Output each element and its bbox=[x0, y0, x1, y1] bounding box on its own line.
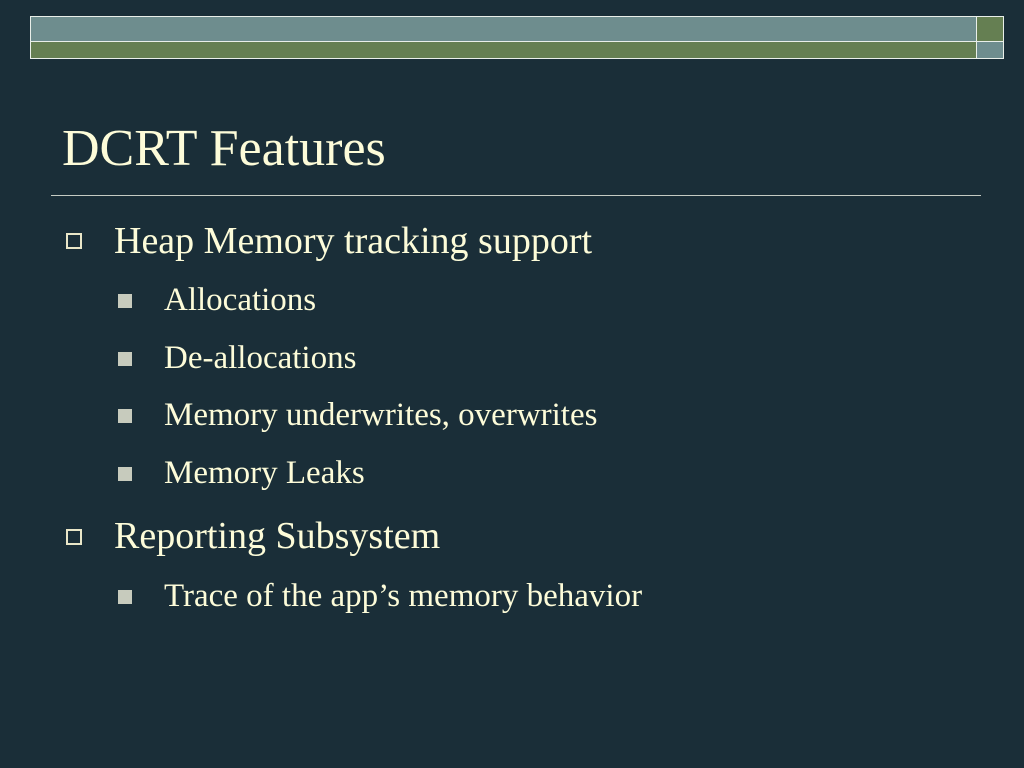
title-divider bbox=[51, 195, 981, 196]
filled-square-bullet-icon bbox=[118, 409, 132, 423]
bullet-text: Reporting Subsystem bbox=[114, 515, 441, 557]
hollow-square-bullet-icon bbox=[66, 233, 82, 249]
header-band-green bbox=[30, 42, 977, 59]
sub-bullet-text: Allocations bbox=[164, 282, 317, 318]
sub-bullet-text: Memory Leaks bbox=[164, 455, 365, 491]
header-band-teal bbox=[30, 16, 977, 42]
filled-square-bullet-icon bbox=[118, 590, 132, 604]
filled-square-bullet-icon bbox=[118, 352, 132, 366]
header-square-green bbox=[977, 16, 1004, 42]
sub-bullet-text: Memory underwrites, overwrites bbox=[164, 397, 598, 433]
filled-square-bullet-icon bbox=[118, 467, 132, 481]
bullet-text: Heap Memory tracking support bbox=[114, 220, 593, 262]
header-square-teal bbox=[977, 42, 1004, 59]
sub-bullet-text: Trace of the app’s memory behavior bbox=[164, 578, 643, 614]
sub-bullet-text: De-allocations bbox=[164, 340, 357, 376]
slide-title: DCRT Features bbox=[62, 120, 386, 177]
filled-square-bullet-icon bbox=[118, 294, 132, 308]
hollow-square-bullet-icon bbox=[66, 529, 82, 545]
